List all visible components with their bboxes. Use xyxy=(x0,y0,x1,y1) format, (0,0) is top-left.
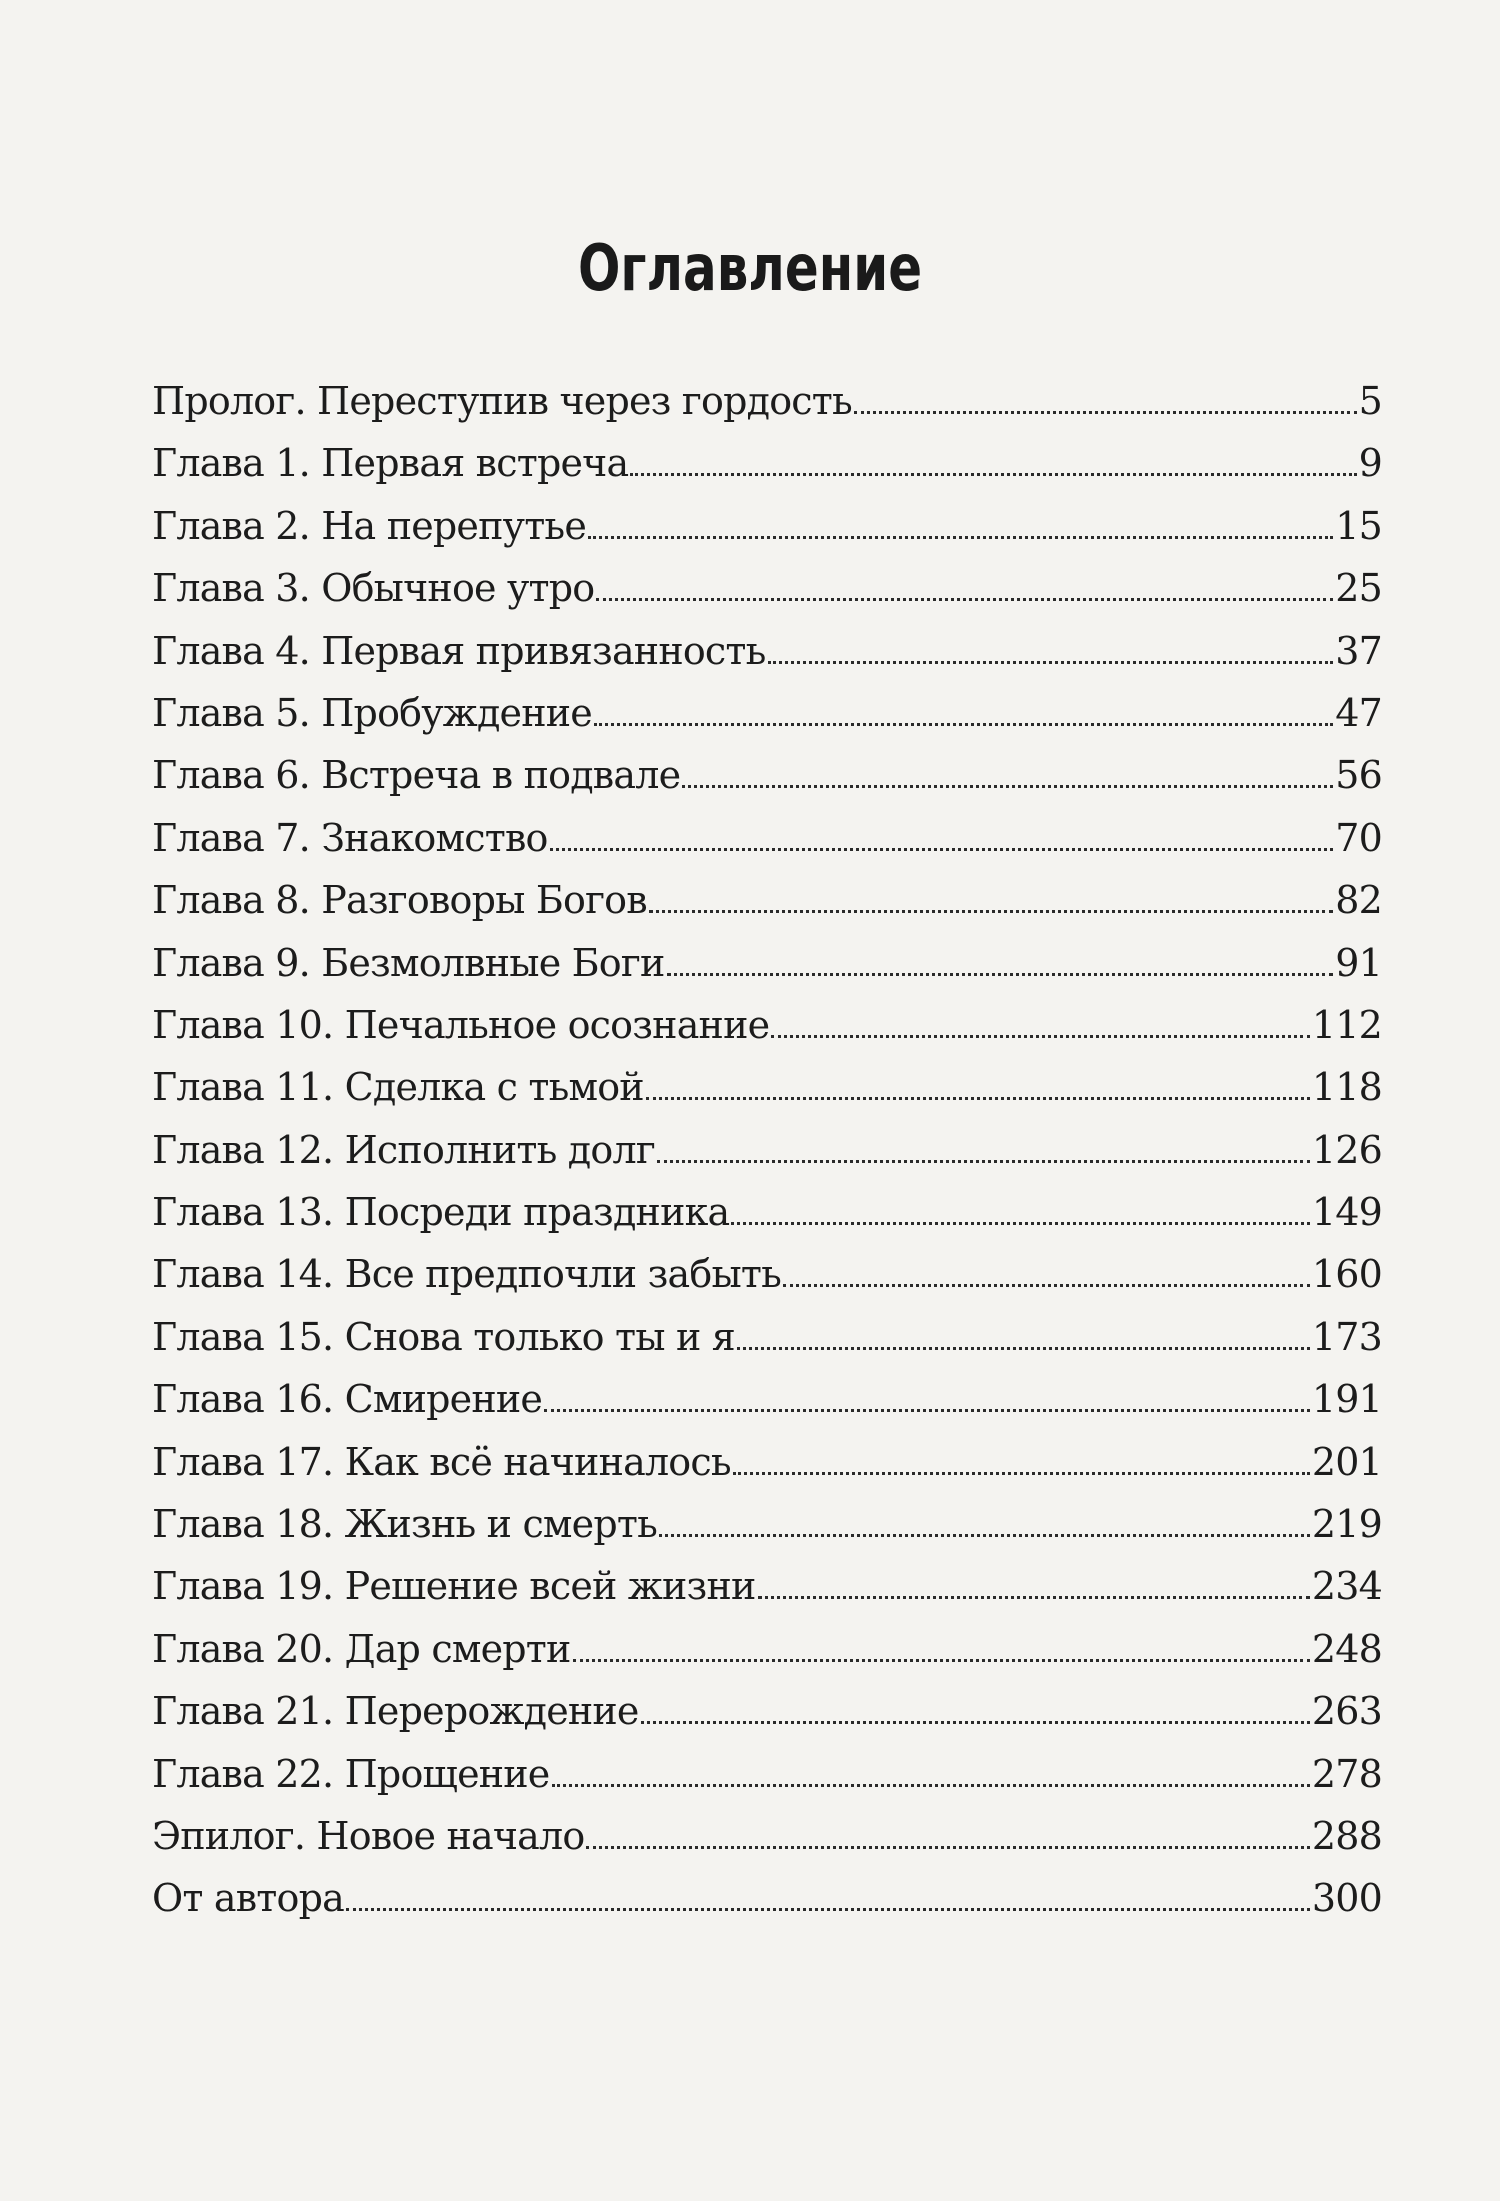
toc-entry-title: Глава 21. Перерождение xyxy=(152,1689,639,1734)
toc-entry-title: Глава 17. Как всё начиналось xyxy=(152,1439,731,1484)
toc-entry-title: От автора xyxy=(152,1876,344,1921)
toc-entry-title: Глава 6. Встреча в подвале xyxy=(152,753,681,798)
dot-leader xyxy=(731,1222,1309,1225)
toc-entry-page-number: 118 xyxy=(1311,1065,1382,1110)
toc-entry xyxy=(152,370,1382,432)
toc-entry xyxy=(152,620,1382,682)
toc-entry-title: Глава 3. Обычное утро xyxy=(152,566,595,611)
dot-leader xyxy=(641,1721,1310,1724)
dot-leader xyxy=(657,1160,1310,1163)
toc-entry xyxy=(152,1805,1382,1867)
toc-entry-title: Глава 1. Первая встреча xyxy=(152,441,629,486)
dot-leader xyxy=(659,1534,1310,1537)
toc-entry xyxy=(152,1243,1382,1305)
toc-entry xyxy=(152,1431,1382,1493)
dot-leader xyxy=(783,1284,1310,1287)
toc-entry xyxy=(152,495,1382,557)
toc-entry xyxy=(152,1056,1382,1118)
dot-leader xyxy=(588,536,1333,539)
toc-entry xyxy=(152,1680,1382,1742)
dot-leader xyxy=(544,1409,1310,1412)
toc-entry-page-number: 300 xyxy=(1311,1876,1382,1921)
dot-leader xyxy=(596,598,1333,601)
toc-entry xyxy=(152,1306,1382,1368)
toc-title: Оглавление xyxy=(577,232,923,306)
toc-entry xyxy=(152,1743,1382,1805)
toc-entry-title: Глава 8. Разговоры Богов xyxy=(152,878,647,923)
dot-leader xyxy=(594,723,1333,726)
toc-entry-page-number: 126 xyxy=(1311,1127,1382,1172)
toc-entry-page-number: 248 xyxy=(1311,1626,1382,1671)
dot-leader xyxy=(552,1784,1310,1787)
toc-entry-title: Глава 22. Прощение xyxy=(152,1751,550,1796)
dot-leader xyxy=(854,411,1357,414)
dot-leader xyxy=(768,661,1334,664)
toc-entry-page-number: 288 xyxy=(1311,1813,1382,1858)
toc-entry-page-number: 56 xyxy=(1335,753,1382,798)
toc-entry xyxy=(152,1618,1382,1680)
toc-entry-page-number: 5 xyxy=(1358,379,1382,423)
toc-entry-page-number: 37 xyxy=(1335,628,1382,673)
toc-entry xyxy=(152,557,1382,619)
toc-entry-page-number: 82 xyxy=(1335,878,1382,923)
toc-entry-page-number: 173 xyxy=(1311,1314,1382,1359)
toc-entry xyxy=(152,1555,1382,1617)
toc-entry xyxy=(152,869,1382,931)
dot-leader xyxy=(646,1097,1310,1100)
toc-entry-page-number: 15 xyxy=(1335,503,1382,548)
dot-leader xyxy=(667,973,1334,976)
toc-entry xyxy=(152,1368,1382,1430)
toc-entry-page-number: 234 xyxy=(1311,1564,1382,1609)
toc-entry-title: Глава 15. Снова только ты и я xyxy=(152,1314,735,1359)
toc-entry-title: Глава 9. Безмолвные Боги xyxy=(152,940,665,985)
toc-entry-title: Глава 2. На перепутье xyxy=(152,503,587,548)
toc-entry-title: Глава 14. Все предпочли забыть xyxy=(152,1252,781,1297)
toc-entry-page-number: 201 xyxy=(1311,1439,1382,1484)
toc-entry-page-number: 25 xyxy=(1335,566,1382,611)
toc-entry-page-number: 47 xyxy=(1335,690,1382,735)
dot-leader xyxy=(758,1596,1310,1599)
toc-entry-title: Глава 13. Посреди праздника xyxy=(152,1190,730,1235)
dot-leader xyxy=(630,473,1356,476)
toc-entry xyxy=(152,932,1382,994)
toc-entry-page-number: 219 xyxy=(1311,1502,1382,1547)
toc-entry xyxy=(152,1181,1382,1243)
dot-leader xyxy=(733,1472,1310,1475)
toc-entry-title: Эпилог. Новое начало xyxy=(152,1813,585,1858)
toc-entry-title: Глава 7. Знакомство xyxy=(152,815,548,860)
dot-leader xyxy=(573,1659,1310,1662)
toc-entry-title: Глава 18. Жизнь и смерть xyxy=(152,1502,658,1547)
toc-entry-page-number: 278 xyxy=(1311,1751,1382,1796)
toc-entry-page-number: 263 xyxy=(1311,1689,1382,1734)
toc-entry xyxy=(152,994,1382,1056)
toc-entry xyxy=(152,1867,1382,1929)
toc-entry-title: Глава 5. Пробуждение xyxy=(152,690,592,735)
toc-entry-title: Глава 19. Решение всей жизни xyxy=(152,1564,756,1609)
toc-entry-page-number: 70 xyxy=(1335,815,1382,860)
dot-leader xyxy=(682,785,1333,788)
toc-entry xyxy=(152,682,1382,744)
toc-list xyxy=(152,370,1382,1930)
toc-entry-title: Глава 12. Исполнить долг xyxy=(152,1127,655,1172)
toc-entry-title: Глава 16. Смирение xyxy=(152,1377,543,1422)
toc-entry-title: Глава 4. Первая привязанность xyxy=(152,628,766,673)
toc-entry-page-number: 160 xyxy=(1311,1252,1382,1297)
toc-entry-title: Глава 10. Печальное осознание xyxy=(152,1002,770,1047)
dot-leader xyxy=(649,910,1333,913)
toc-entry xyxy=(152,744,1382,806)
toc-entry-title: Глава 20. Дар смерти xyxy=(152,1626,571,1671)
toc-entry xyxy=(152,432,1382,494)
dot-leader xyxy=(771,1035,1310,1038)
dot-leader xyxy=(586,1846,1309,1849)
toc-entry-page-number: 91 xyxy=(1335,940,1382,985)
toc-entry-title: Пролог. Переступив через гордость xyxy=(152,379,852,423)
toc-entry-page-number: 112 xyxy=(1311,1002,1382,1047)
toc-entry xyxy=(152,1119,1382,1181)
toc-entry-title: Глава 11. Сделка с тьмой xyxy=(152,1065,644,1110)
dot-leader xyxy=(346,1908,1310,1911)
toc-entry-page-number: 149 xyxy=(1311,1190,1382,1235)
dot-leader xyxy=(550,848,1334,851)
toc-entry xyxy=(152,1493,1382,1555)
toc-entry-page-number: 9 xyxy=(1358,441,1382,486)
dot-leader xyxy=(737,1347,1310,1350)
toc-entry-page-number: 191 xyxy=(1311,1377,1382,1422)
toc-entry xyxy=(152,807,1382,869)
